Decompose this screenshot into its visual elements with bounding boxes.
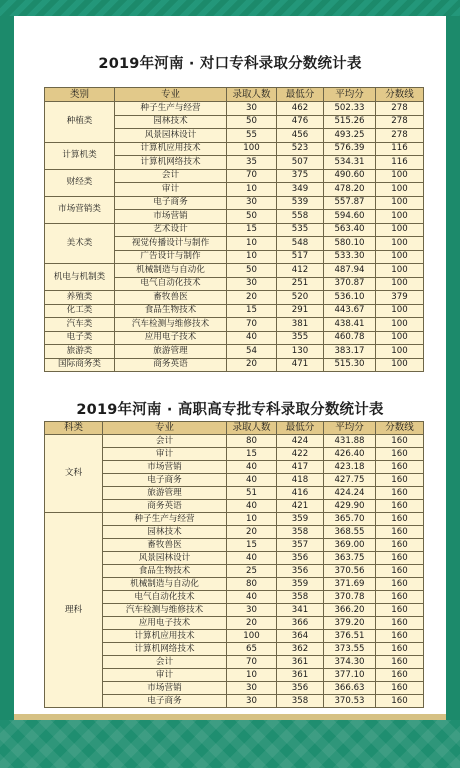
- category-cell: 市场营销类: [45, 196, 115, 223]
- count-cell: 10: [227, 237, 277, 251]
- cutoff-cell: 160: [376, 552, 424, 565]
- major-cell: 审计: [115, 183, 227, 197]
- category-cell: 养殖类: [45, 291, 115, 305]
- table2-header-row: [45, 422, 424, 435]
- major-cell: 食品生物技术: [115, 304, 227, 318]
- count-cell: 50: [227, 210, 277, 224]
- cutoff-cell: 160: [376, 474, 424, 487]
- top-decorative-pattern: [0, 0, 460, 16]
- count-cell: 10: [227, 183, 277, 197]
- category-cell: 财经类: [45, 169, 115, 196]
- major-cell: 会计: [115, 169, 227, 183]
- min-score-cell: 381: [277, 318, 324, 332]
- count-cell: 70: [227, 318, 277, 332]
- major-cell: 旅游管理: [103, 487, 227, 500]
- avg-score-cell: 557.87: [324, 196, 376, 210]
- avg-score-cell: 429.90: [324, 500, 376, 513]
- cutoff-cell: 100: [376, 169, 424, 183]
- avg-score-cell: 376.51: [324, 630, 376, 643]
- count-cell: 30: [227, 682, 277, 695]
- avg-score-cell: 370.78: [324, 591, 376, 604]
- major-cell: 计算机网络技术: [115, 156, 227, 170]
- cutoff-cell: 116: [376, 156, 424, 170]
- major-cell: 风景园林设计: [103, 552, 227, 565]
- min-score-cell: 355: [277, 331, 324, 345]
- major-cell: 园林技术: [103, 526, 227, 539]
- cutoff-cell: 160: [376, 578, 424, 591]
- min-score-cell: 358: [277, 591, 324, 604]
- avg-score-cell: 534.31: [324, 156, 376, 170]
- count-cell: 15: [227, 539, 277, 552]
- count-cell: 10: [227, 669, 277, 682]
- category-cell: 文科: [45, 435, 103, 513]
- avg-score-cell: 533.30: [324, 250, 376, 264]
- min-score-cell: 507: [277, 156, 324, 170]
- major-cell: 风景园林设计: [115, 129, 227, 143]
- avg-score-cell: 431.88: [324, 435, 376, 448]
- vocational-admission-table: [44, 87, 424, 372]
- count-cell: 20: [227, 291, 277, 305]
- avg-score-cell: 490.60: [324, 169, 376, 183]
- cutoff-cell: 100: [376, 210, 424, 224]
- count-cell: 100: [227, 630, 277, 643]
- major-cell: 商务英语: [115, 358, 227, 372]
- min-score-cell: 356: [277, 565, 324, 578]
- min-score-cell: 476: [277, 115, 324, 129]
- avg-score-cell: 487.94: [324, 264, 376, 278]
- min-score-cell: 523: [277, 142, 324, 156]
- major-cell: 种子生产与经营: [103, 513, 227, 526]
- cutoff-cell: 278: [376, 102, 424, 116]
- count-cell: 30: [227, 196, 277, 210]
- table-row: [45, 345, 424, 359]
- category-header: 科类: [45, 422, 103, 435]
- category-cell: 计算机类: [45, 142, 115, 169]
- min-score-cell: 416: [277, 487, 324, 500]
- min-score-cell: 417: [277, 461, 324, 474]
- cutoff-cell: 100: [376, 304, 424, 318]
- avg-score-cell: 370.87: [324, 277, 376, 291]
- major-header: 专业: [103, 422, 227, 435]
- major-cell: 电子商务: [103, 695, 227, 708]
- avg-score-cell: 370.56: [324, 565, 376, 578]
- table-row: [45, 264, 424, 278]
- min-score-cell: 412: [277, 264, 324, 278]
- min-score-cell: 362: [277, 643, 324, 656]
- category-cell: 美术类: [45, 223, 115, 264]
- count-header: 录取人数: [227, 88, 277, 102]
- cutoff-cell: 160: [376, 591, 424, 604]
- avg-score-header: 平均分: [324, 88, 376, 102]
- avg-score-cell: 576.39: [324, 142, 376, 156]
- table-row: [45, 331, 424, 345]
- min-score-cell: 558: [277, 210, 324, 224]
- min-score-cell: 357: [277, 539, 324, 552]
- count-cell: 50: [227, 264, 277, 278]
- avg-score-cell: 427.75: [324, 474, 376, 487]
- min-score-cell: 456: [277, 129, 324, 143]
- major-cell: 电气自动化技术: [103, 591, 227, 604]
- avg-score-cell: 563.40: [324, 223, 376, 237]
- avg-score-header: 平均分: [324, 422, 376, 435]
- cutoff-cell: 160: [376, 448, 424, 461]
- major-cell: 市场营销: [103, 682, 227, 695]
- avg-score-cell: 368.55: [324, 526, 376, 539]
- min-score-cell: 358: [277, 695, 324, 708]
- min-score-header: 最低分: [277, 88, 324, 102]
- major-cell: 旅游管理: [115, 345, 227, 359]
- cutoff-cell: 116: [376, 142, 424, 156]
- avg-score-cell: 594.60: [324, 210, 376, 224]
- min-score-cell: 471: [277, 358, 324, 372]
- min-score-cell: 291: [277, 304, 324, 318]
- count-header: 录取人数: [227, 422, 277, 435]
- count-cell: 80: [227, 435, 277, 448]
- count-cell: 40: [227, 500, 277, 513]
- count-cell: 10: [227, 513, 277, 526]
- bottom-decorative-pattern: [0, 720, 460, 768]
- cutoff-cell: 160: [376, 656, 424, 669]
- avg-score-cell: 366.63: [324, 682, 376, 695]
- count-cell: 50: [227, 115, 277, 129]
- category-cell: 种植类: [45, 102, 115, 143]
- cutoff-cell: 100: [376, 345, 424, 359]
- count-cell: 55: [227, 129, 277, 143]
- avg-score-cell: 460.78: [324, 331, 376, 345]
- cutoff-cell: 160: [376, 669, 424, 682]
- major-cell: 计算机应用技术: [115, 142, 227, 156]
- count-cell: 80: [227, 578, 277, 591]
- table1-title: 2019年河南 · 对口专科录取分数统计表: [98, 56, 362, 72]
- table1-header-row: [45, 88, 424, 102]
- major-cell: 应用电子技术: [115, 331, 227, 345]
- table-row: [45, 169, 424, 183]
- avg-score-cell: 377.10: [324, 669, 376, 682]
- count-cell: 40: [227, 552, 277, 565]
- count-cell: 30: [227, 102, 277, 116]
- cutoff-cell: 160: [376, 617, 424, 630]
- table-row: [45, 435, 424, 448]
- min-score-cell: 548: [277, 237, 324, 251]
- major-cell: 市场营销: [115, 210, 227, 224]
- avg-score-cell: 580.10: [324, 237, 376, 251]
- count-cell: 10: [227, 250, 277, 264]
- count-cell: 20: [227, 526, 277, 539]
- count-cell: 30: [227, 695, 277, 708]
- count-cell: 15: [227, 448, 277, 461]
- avg-score-cell: 443.67: [324, 304, 376, 318]
- avg-score-cell: 371.69: [324, 578, 376, 591]
- major-cell: 园林技术: [115, 115, 227, 129]
- cutoff-cell: 160: [376, 695, 424, 708]
- min-score-cell: 422: [277, 448, 324, 461]
- major-cell: 艺术设计: [115, 223, 227, 237]
- category-cell: 汽车类: [45, 318, 115, 332]
- cutoff-cell: 160: [376, 539, 424, 552]
- major-cell: 市场营销: [103, 461, 227, 474]
- avg-score-cell: 363.75: [324, 552, 376, 565]
- avg-score-cell: 424.24: [324, 487, 376, 500]
- min-score-cell: 130: [277, 345, 324, 359]
- count-cell: 15: [227, 304, 277, 318]
- avg-score-cell: 366.20: [324, 604, 376, 617]
- cutoff-cell: 160: [376, 604, 424, 617]
- min-score-cell: 251: [277, 277, 324, 291]
- major-cell: 畜牧兽医: [103, 539, 227, 552]
- avg-score-cell: 493.25: [324, 129, 376, 143]
- count-cell: 40: [227, 461, 277, 474]
- cutoff-cell: 100: [376, 183, 424, 197]
- min-score-cell: 356: [277, 552, 324, 565]
- major-cell: 计算机网络技术: [103, 643, 227, 656]
- major-cell: 视觉传播设计与制作: [115, 237, 227, 251]
- avg-score-cell: 365.70: [324, 513, 376, 526]
- major-cell: 汽车检测与维修技术: [115, 318, 227, 332]
- major-cell: 电子商务: [115, 196, 227, 210]
- major-cell: 机械制造与自动化: [103, 578, 227, 591]
- count-cell: 15: [227, 223, 277, 237]
- cutoff-cell: 100: [376, 250, 424, 264]
- avg-score-cell: 373.55: [324, 643, 376, 656]
- min-score-cell: 517: [277, 250, 324, 264]
- min-score-cell: 341: [277, 604, 324, 617]
- table-row: [45, 196, 424, 210]
- min-score-cell: 361: [277, 656, 324, 669]
- major-cell: 汽车检测与维修技术: [103, 604, 227, 617]
- min-score-cell: 418: [277, 474, 324, 487]
- major-cell: 审计: [103, 669, 227, 682]
- cutoff-cell: 100: [376, 223, 424, 237]
- min-score-cell: 520: [277, 291, 324, 305]
- cutoff-cell: 160: [376, 461, 424, 474]
- major-cell: 商务英语: [103, 500, 227, 513]
- cutoff-cell: 160: [376, 513, 424, 526]
- avg-score-cell: 438.41: [324, 318, 376, 332]
- min-score-cell: 424: [277, 435, 324, 448]
- major-cell: 广告设计与制作: [115, 250, 227, 264]
- major-cell: 电子商务: [103, 474, 227, 487]
- category-cell: 国际商务类: [45, 358, 115, 372]
- cutoff-cell: 160: [376, 630, 424, 643]
- count-cell: 40: [227, 331, 277, 345]
- min-score-header: 最低分: [277, 422, 324, 435]
- cutoff-cell: 100: [376, 264, 424, 278]
- avg-score-cell: 383.17: [324, 345, 376, 359]
- major-cell: 畜牧兽医: [115, 291, 227, 305]
- count-cell: 40: [227, 474, 277, 487]
- count-cell: 20: [227, 358, 277, 372]
- min-score-cell: 359: [277, 513, 324, 526]
- count-cell: 20: [227, 617, 277, 630]
- table-row: [45, 318, 424, 332]
- min-score-cell: 462: [277, 102, 324, 116]
- table1-body: [45, 102, 424, 372]
- cutoff-cell: 278: [376, 129, 424, 143]
- cutoff-cell: 379: [376, 291, 424, 305]
- avg-score-cell: 374.30: [324, 656, 376, 669]
- cutoff-cell: 278: [376, 115, 424, 129]
- count-cell: 25: [227, 565, 277, 578]
- count-cell: 70: [227, 656, 277, 669]
- avg-score-cell: 426.40: [324, 448, 376, 461]
- major-cell: 审计: [103, 448, 227, 461]
- category-header: 类别: [45, 88, 115, 102]
- cutoff-cell: 160: [376, 682, 424, 695]
- table2-body: [45, 435, 424, 708]
- table-row: [45, 304, 424, 318]
- count-cell: 35: [227, 156, 277, 170]
- min-score-cell: 349: [277, 183, 324, 197]
- major-cell: 会计: [103, 435, 227, 448]
- major-cell: 种子生产与经营: [115, 102, 227, 116]
- avg-score-cell: 515.26: [324, 115, 376, 129]
- major-header: 专业: [115, 88, 227, 102]
- cutoff-header: 分数线: [376, 422, 424, 435]
- table-row: [45, 142, 424, 156]
- min-score-cell: 358: [277, 526, 324, 539]
- cutoff-cell: 160: [376, 487, 424, 500]
- major-cell: 机械制造与自动化: [115, 264, 227, 278]
- cutoff-cell: 100: [376, 318, 424, 332]
- category-cell: 机电与机制类: [45, 264, 115, 291]
- category-cell: 化工类: [45, 304, 115, 318]
- table-row: [45, 358, 424, 372]
- avg-score-cell: 370.53: [324, 695, 376, 708]
- avg-score-cell: 369.00: [324, 539, 376, 552]
- cutoff-cell: 160: [376, 526, 424, 539]
- avg-score-cell: 379.20: [324, 617, 376, 630]
- min-score-cell: 539: [277, 196, 324, 210]
- content-card: [14, 16, 446, 714]
- min-score-cell: 421: [277, 500, 324, 513]
- cutoff-cell: 100: [376, 277, 424, 291]
- table-row: [45, 102, 424, 116]
- cutoff-cell: 160: [376, 500, 424, 513]
- avg-score-cell: 536.10: [324, 291, 376, 305]
- cutoff-cell: 160: [376, 643, 424, 656]
- major-cell: 计算机应用技术: [103, 630, 227, 643]
- min-score-cell: 361: [277, 669, 324, 682]
- major-cell: 会计: [103, 656, 227, 669]
- major-cell: 应用电子技术: [103, 617, 227, 630]
- min-score-cell: 359: [277, 578, 324, 591]
- count-cell: 30: [227, 277, 277, 291]
- cutoff-header: 分数线: [376, 88, 424, 102]
- min-score-cell: 366: [277, 617, 324, 630]
- count-cell: 40: [227, 591, 277, 604]
- count-cell: 54: [227, 345, 277, 359]
- count-cell: 65: [227, 643, 277, 656]
- avg-score-cell: 515.30: [324, 358, 376, 372]
- cutoff-cell: 100: [376, 196, 424, 210]
- major-cell: 食品生物技术: [103, 565, 227, 578]
- min-score-cell: 375: [277, 169, 324, 183]
- min-score-cell: 364: [277, 630, 324, 643]
- count-cell: 100: [227, 142, 277, 156]
- category-cell: 旅游类: [45, 345, 115, 359]
- cutoff-cell: 100: [376, 237, 424, 251]
- count-cell: 70: [227, 169, 277, 183]
- cutoff-cell: 160: [376, 565, 424, 578]
- table-row: [45, 291, 424, 305]
- table2-title: 2019年河南 · 高职高专批专科录取分数统计表: [76, 402, 384, 418]
- avg-score-cell: 478.20: [324, 183, 376, 197]
- table-row: [45, 223, 424, 237]
- category-cell: 电子类: [45, 331, 115, 345]
- category-cell: 理科: [45, 513, 103, 708]
- count-cell: 51: [227, 487, 277, 500]
- cutoff-cell: 100: [376, 331, 424, 345]
- higher-vocational-admission-table: [44, 421, 424, 708]
- cutoff-cell: 100: [376, 358, 424, 372]
- avg-score-cell: 502.33: [324, 102, 376, 116]
- avg-score-cell: 423.18: [324, 461, 376, 474]
- min-score-cell: 356: [277, 682, 324, 695]
- count-cell: 30: [227, 604, 277, 617]
- major-cell: 电气自动化技术: [115, 277, 227, 291]
- cutoff-cell: 160: [376, 435, 424, 448]
- table-row: [45, 513, 424, 526]
- min-score-cell: 535: [277, 223, 324, 237]
